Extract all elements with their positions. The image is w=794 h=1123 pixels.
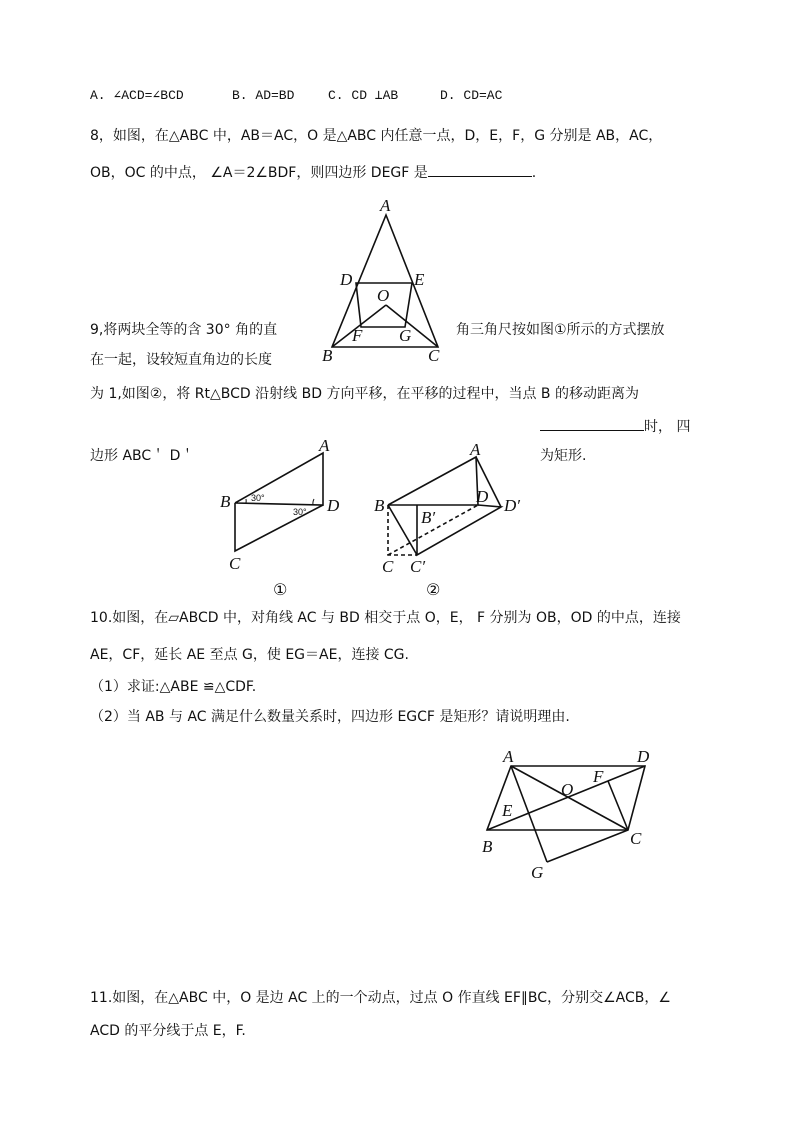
q9-text-line5-a: 边形 ABC＇ D＇ — [90, 448, 195, 464]
q9-fig2-triangle-abd — [388, 457, 478, 505]
q9-fig2-label-b: B — [374, 496, 385, 515]
q10-part-1: （1）求证:△ABE ≌△CDF. — [90, 679, 257, 695]
q9-fig1-label-b: B — [220, 492, 231, 511]
q7-option-a: A. ∠ACD=∠BCD — [90, 88, 184, 103]
q10-segment-ag — [511, 766, 547, 862]
q9-fig2-label-dp: D′ — [504, 496, 520, 515]
q9-fig1-label-a: A — [319, 436, 330, 455]
q10-part-2: （2）当 AB 与 AC 满足什么数量关系时，四边形 EGCF 是矩形？请说明理由. — [90, 709, 570, 725]
q9-text-line4-b: 时， 四 — [644, 419, 691, 435]
q9-fig2-label-d: D — [476, 487, 489, 506]
q8-text-line1: 8，如图，在△ABC 中，AB＝AC，O 是△ABC 内任意一点，D，E，F，G 分别是 AB，AC， — [90, 128, 663, 144]
q10-label-o: O — [561, 780, 574, 799]
q8-label-f: F — [352, 326, 363, 345]
q10-text-line2: AE，CF，延长 AE 至点 G，使 EG＝AE，连接 CG. — [90, 647, 409, 663]
q9-fig2-label-bp: B′ — [421, 508, 436, 527]
q8-label-e: E — [414, 270, 425, 289]
q8-label-g: G — [399, 326, 412, 345]
q9-figure-1 — [215, 437, 345, 602]
q9-fig2-label-cp: C′ — [410, 557, 426, 576]
q10-label-a: A — [503, 747, 514, 766]
q11-text-line1: 11.如图，在△ABC 中，O 是边 AC 上的一个动点，过点 O 作直线 EF∥BC，分别交∠ACB，∠ — [90, 990, 671, 1006]
q8-label-c: C — [428, 346, 440, 365]
q9-text-line1-b: 角三角尺按如图①所示的方式摆放 — [456, 322, 665, 338]
q10-figure — [475, 740, 660, 890]
q9-fig2-label-a: A — [470, 440, 481, 459]
q9-fig1-angle-label-2: 30° — [293, 507, 307, 517]
q9-fig1-caption: ① — [273, 580, 288, 599]
q9-text-line2: 在一起，设较短直角边的长度 — [90, 352, 272, 368]
q10-label-f: F — [593, 767, 604, 786]
q8-label-o: O — [377, 286, 390, 305]
q9-fig1-triangle-abd — [235, 453, 323, 505]
q9-fig1-label-c: C — [229, 554, 241, 573]
q8-label-d: D — [340, 270, 353, 289]
q9-fig2-label-c: C — [382, 557, 394, 576]
q9-fig2-caption: ② — [426, 580, 441, 599]
q9-fig1-label-d: D — [327, 496, 340, 515]
q9-text-line4 — [540, 416, 690, 437]
q7-option-b: B. AD=BD — [232, 88, 295, 103]
q10-label-g: G — [531, 863, 544, 882]
q9-answer-blank — [540, 416, 644, 431]
q8-text-line2 — [90, 162, 536, 183]
q8-text-line2-a: OB，OC 的中点， ∠A＝2∠BDF，则四边形 DEGF 是 — [90, 165, 428, 181]
q8-answer-blank — [428, 162, 532, 177]
q9-text-line3: 为 1,如图②，将 Rt△BCD 沿射线 BD 方向平移，在平移的过程中，当点 B 的移动距离为 — [90, 386, 639, 402]
q9-text-line1-a: 9,将两块全等的含 30° 角的直 — [90, 322, 278, 338]
q7-option-d: D. CD=AC — [440, 88, 503, 103]
q11-text-line2: ACD 的平分线于点 E，F. — [90, 1023, 246, 1039]
q8-figure — [310, 195, 460, 370]
q9-figure-2 — [370, 437, 540, 602]
q9-fig1-triangle-bcd — [235, 503, 323, 551]
q8-text-line2-b: . — [531, 165, 537, 181]
q8-label-b: B — [322, 346, 333, 365]
q10-label-e: E — [502, 801, 513, 820]
q10-text-line1: 10.如图，在▱ABCD 中，对角线 AC 与 BD 相交于点 O，E， F 分别为 OB，OD 的中点，连接 — [90, 610, 681, 626]
q10-label-b: B — [482, 837, 493, 856]
q8-label-a: A — [380, 196, 391, 215]
q9-fig1-angle-label-1: 30° — [251, 493, 265, 503]
q10-label-c: C — [630, 829, 642, 848]
q10-segment-cf — [608, 781, 628, 830]
q7-option-c: C. CD ⊥AB — [328, 88, 399, 103]
q10-label-d: D — [637, 747, 650, 766]
q10-segment-gc — [547, 830, 628, 862]
q9-text-line5-b: 为矩形. — [540, 448, 587, 464]
